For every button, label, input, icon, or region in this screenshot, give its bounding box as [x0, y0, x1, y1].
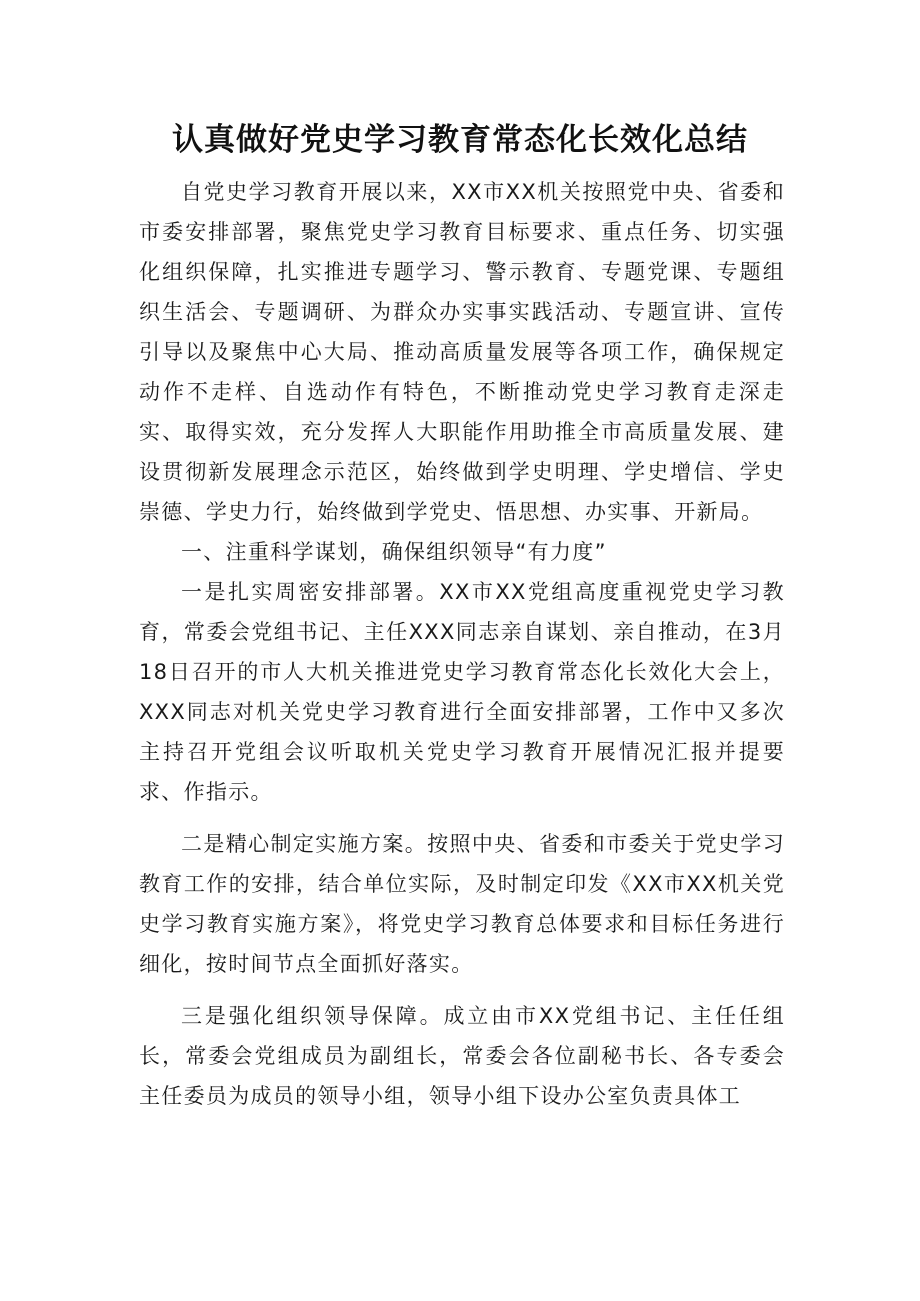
intro-paragraph: 自党史学习教育开展以来，XX市XX机关按照党中央、省委和市委安排部署，聚焦党史学习教育目标要求、重点任务、切实强化组织保障，扎实推进专题学习、警示教育、专题党课、专题组织生活会、专题调研、为群众办实事实践活动、专题宣讲、宣传引导以及聚焦中心大局、推动高质量发展等各项工作，确保规定动作不走样、自选动作有特色，不断推动党史学习教育走深走实、取得实效，充分发挥人大职能作用助推全市高质量发展、建设贯彻新发展理念示范区，始终做到学史明理、学史增信、学史崇德、学史力行，始终做到学党史、悟思想、办实事、开新局。 [139, 180, 785, 524]
paragraph-spacer [139, 812, 785, 824]
section-heading-1: 一、注重科学谋划，确保组织领导“有力度” [181, 540, 607, 564]
paragraph-spacer [139, 984, 785, 996]
point-paragraph-1: 一是扎实周密安排部署。XX市XX党组高度重视党史学习教育，常委会党组书记、主任XXX同志亲自谋划、亲自推动，在3月18日召开的市人大机关推进党史学习教育常态化长效化大会上，XXX同志对机关党史学习教育进行全面安排部署，工作中又多次主持召开党组会议听取机关党史学习教育开展情况汇报并提要求、作指示。 [139, 580, 785, 804]
point-paragraph-2: 二是精心制定实施方案。按照中央、省委和市委关于党史学习教育工作的安排，结合单位实际，及时制定印发《XX市XX机关党史学习教育实施方案》，将党史学习教育总体要求和目标任务进行细化，按时间节点全面抓好落实。 [139, 832, 785, 976]
point-paragraph-3: 三是强化组织领导保障。成立由市XX党组书记、主任任组长，常委会党组成员为副组长，常委会各位副秘书长、各专委会主任委员为成员的领导小组，领导小组下设办公室负责具体工 [139, 1004, 785, 1108]
document-body [139, 172, 785, 1116]
document-title: 认真做好党史学习教育常态化长效化总结 [172, 122, 748, 158]
